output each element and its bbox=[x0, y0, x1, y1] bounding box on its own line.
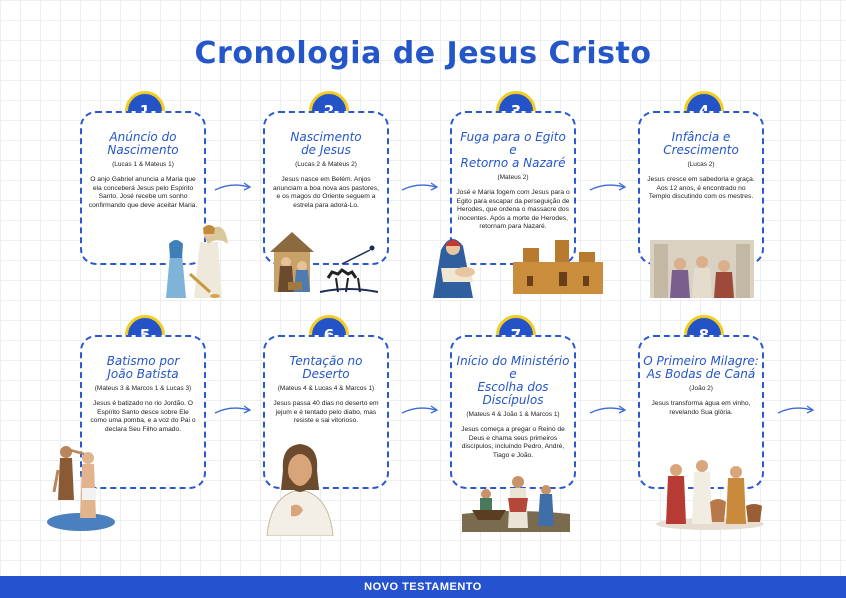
event-reference: (Mateus 2) bbox=[497, 174, 529, 181]
event-reference: (Lucas 1 & Mateus 1) bbox=[112, 161, 174, 168]
event-title: Nascimento de Jesus bbox=[290, 130, 362, 157]
event-description: Jesus nasce em Belém. Anjos anunciam a boa nova aos pastores, e os magos do Oriente seguem a estrela para adorá-Lo. bbox=[273, 176, 379, 209]
timeline-arrow-icon bbox=[400, 180, 440, 194]
event-title: Tentação no Deserto bbox=[289, 354, 363, 381]
page-title: Cronologia de Jesus Cristo bbox=[194, 36, 652, 71]
temple-illustration bbox=[650, 240, 754, 298]
event-description: José e Maria fogem com Jesus para o Egito para escapar da perseguição de Herodes, que ordena o massacre dos inocentes. Após a morte de Herodes, retornam para Nazaré. bbox=[456, 189, 570, 231]
flight-to-egypt-illustration bbox=[427, 226, 605, 298]
event-reference: (Lucas 2) bbox=[687, 161, 715, 168]
event-description: Jesus começa a pregar o Reino de Deus e chama seus primeiros discípulos, incluindo Pedro, André, Tiago e João. bbox=[461, 426, 565, 459]
event-title: Fuga para o Egito e Retorno a Nazaré bbox=[460, 130, 566, 170]
annunciation-illustration bbox=[160, 214, 230, 298]
timeline-arrow-icon bbox=[588, 403, 628, 417]
event-reference: (Mateus 3 & Marcos 1 & Lucas 3) bbox=[94, 385, 192, 392]
jesus-portrait-illustration bbox=[263, 440, 337, 536]
nativity-illustration bbox=[268, 226, 380, 296]
fishermen-illustration bbox=[462, 462, 570, 532]
event-reference: (Lucas 2 & Mateus 2) bbox=[295, 161, 357, 168]
timeline-arrow-icon bbox=[400, 403, 440, 417]
baptism-illustration bbox=[44, 430, 118, 532]
event-title: Batismo por João Batista bbox=[106, 354, 180, 381]
event-description: Jesus transforma água em vinho, revelando Sua glória. bbox=[651, 400, 751, 416]
event-title: Anúncio do Nascimento bbox=[107, 130, 179, 157]
event-title: Início do Ministério e Escolha dos Discípulos bbox=[456, 354, 570, 407]
timeline-arrow-icon bbox=[213, 180, 253, 194]
event-description: Jesus passa 40 dias no deserto em jejum e é tentado pelo diabo, mas resiste e sai vitorioso. bbox=[273, 400, 379, 425]
event-description: O anjo Gabriel anuncia a Maria que ela conceberá Jesus pelo Espírito Santo. José recebe um sonho confirmando que deve aceitar Maria. bbox=[88, 176, 198, 209]
event-title: Infância e Crescimento bbox=[663, 130, 739, 157]
timeline-arrow-icon bbox=[588, 180, 628, 194]
event-reference: (Mateus 4 & João 1 & Marcos 1) bbox=[466, 411, 560, 418]
event-description: Jesus é batizado no rio Jordão. O Espírito Santo desce sobre Ele como uma pomba, e a voz do Pai o declara Seu Filho amado. bbox=[90, 400, 196, 433]
event-reference: (João 2) bbox=[689, 385, 713, 392]
event-description: Jesus cresce em sabedoria e graça. Aos 12 anos, é encontrado no Templo discutindo com os mestres. bbox=[647, 176, 755, 201]
timeline-arrow-icon bbox=[776, 403, 816, 417]
wedding-cana-illustration bbox=[654, 452, 766, 530]
event-title: O Primeiro Milagre: As Bodas de Caná bbox=[643, 354, 759, 381]
footer-banner: NOVO TESTAMENTO bbox=[0, 576, 846, 598]
timeline-arrow-icon bbox=[213, 403, 253, 417]
event-reference: (Mateus 4 & Lucas 4 & Marcos 1) bbox=[277, 385, 375, 392]
